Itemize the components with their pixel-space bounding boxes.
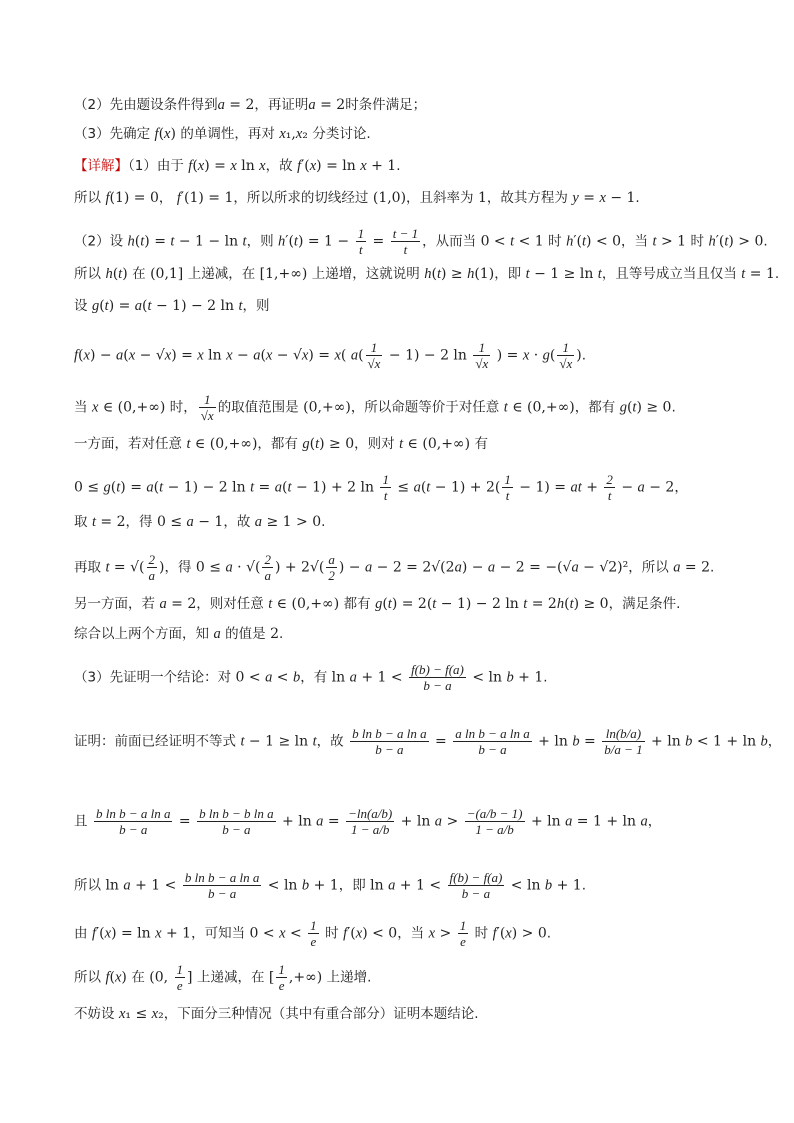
- text-line-3: 【详解】（1）由于 f(x) = x ln x，故 f′(x) = ln x + 1.: [74, 158, 401, 174]
- text-line-11: 0 ≤ g(t) = a(t − 1) − 2 ln t = a(t − 1) + 2 ln $\frac{1}{t}$ ≤ a(t − 1) + 2( $\frac{1}{t}$ − 1) = at + $\frac{2}{t}$ − a − 2，: [74, 472, 688, 503]
- text-line-10: 一方面，若对任意 t ∈ (0,+∞)，都有 g(t) ≥ 0，则对 t ∈ (0,+∞) 有: [74, 436, 488, 452]
- text-line-21: 所以 f(x) 在 (0, $\frac{1}{e}$ ] 上递减，在 [ $\frac{1}{e}$ ,+∞) 上递增.: [74, 962, 372, 993]
- text-line-20: 由 f′(x) = ln x + 1，可知当 0 < x < $\frac{1}{e}$ 时 f′(x) < 0，当 x > $\frac{1}{e}$ 时 f′(x) > 0.: [74, 918, 552, 949]
- text-line-6: 所以 h(t) 在 (0,1] 上递减，在 [1,+∞) 上递增，这就说明 h(t) ≥ h(1)，即 t − 1 ≥ ln t，且等号成立当且仅当 t = 1.: [74, 266, 780, 282]
- text-line-4: 所以 f(1) = 0， f′(1) = 1，所以所求的切线经过 (1,0)，且斜率为 1，故其方程为 y = x − 1.: [74, 190, 640, 206]
- text-line-16: （3）先证明一个结论：对 0 < a < b，有 ln a + 1 < $\frac{f(b) - f(a)}{b - a}$ < ln b + 1.: [74, 662, 548, 693]
- text-line-5: （2）设 h(t) = t − 1 − ln t，则 h′(t) = 1 − $\frac{1}{t}$ = $\frac{t - 1}{t}$ ，从而当 0 < t < 1 时 h′(t) < 0，当 t > 1 时 h′(t) > 0.: [74, 226, 768, 257]
- text-line-13: 再取 t = √( $\frac{2}{a}$ )，得 0 ≤ a · √( $\frac{2}{a}$ ) + 2√( $\frac{a}{2}$ ) − a − 2 = 2√(2a) − a − 2 = −(√a − √2)²，所以 a = 2.: [74, 552, 715, 583]
- text-line-2: （3）先确定 f(x) 的单调性，再对 x₁,x₂ 分类讨论.: [74, 126, 371, 142]
- text-line-15: 综合以上两个方面，知 a 的值是 2.: [74, 626, 284, 642]
- text-line-9: 当 x ∈ (0,+∞) 时， $\frac{1}{√x}$ 的取值范围是 (0,+∞)，所以命题等价于对任意 t ∈ (0,+∞)，都有 g(t) ≥ 0.: [74, 392, 676, 423]
- text-line-8: f(x) − a(x − √x) = x ln x − a(x − √x) = x( a( $\frac{1}{√x}$ − 1) − 2 ln $\frac{1}{√x}$ ) = x · g( $\frac{1}{√x}$ ).: [74, 340, 587, 371]
- text-line-19: 所以 ln a + 1 < $\frac{\text{b ln b − a ln a}}{b - a}$ < ln b + 1，即 ln a + 1 < $\frac{f(b) - f(a)}{b - a}$ < ln b + 1.: [74, 870, 587, 901]
- text-line-18: 且 $\frac{\text{b ln b − a ln a}}{b - a}$ = $\frac{\text{b ln b − b ln a}}{b - a}$ + ln a = $\frac{-\ln(a/b)}{1 - a/b}$ + ln a > $\frac{-(a/b - 1)}{1 - a/b}$ + ln a = 1 + ln a，: [74, 806, 662, 837]
- text-line-14: 另一方面，若 a = 2，则对任意 t ∈ (0,+∞) 都有 g(t) = 2(t − 1) − 2 ln t = 2h(t) ≥ 0，满足条件.: [74, 596, 681, 612]
- text-line-22: 不妨设 x₁ ≤ x₂，下面分三种情况（其中有重合部分）证明本题结论.: [74, 1006, 479, 1022]
- text-line-12: 取 t = 2，得 0 ≤ a − 1，故 a ≥ 1 > 0.: [74, 514, 326, 530]
- text-line-17: 证明：前面已经证明不等式 t − 1 ≥ ln t，故 $\frac{\text{b ln b − a ln a}}{b - a}$ = $\frac{\text{a ln b − a ln a}}{b - a}$ + ln b = $\frac{\ln(b/a)}{b/a - 1}$ + ln b < 1 + ln b，: [74, 726, 782, 757]
- text-line-1: （2）先由题设条件得到a = 2，再证明a = 2时条件满足；: [74, 97, 427, 113]
- text-line-7: 设 g(t) = a(t − 1) − 2 ln t，则: [74, 298, 270, 314]
